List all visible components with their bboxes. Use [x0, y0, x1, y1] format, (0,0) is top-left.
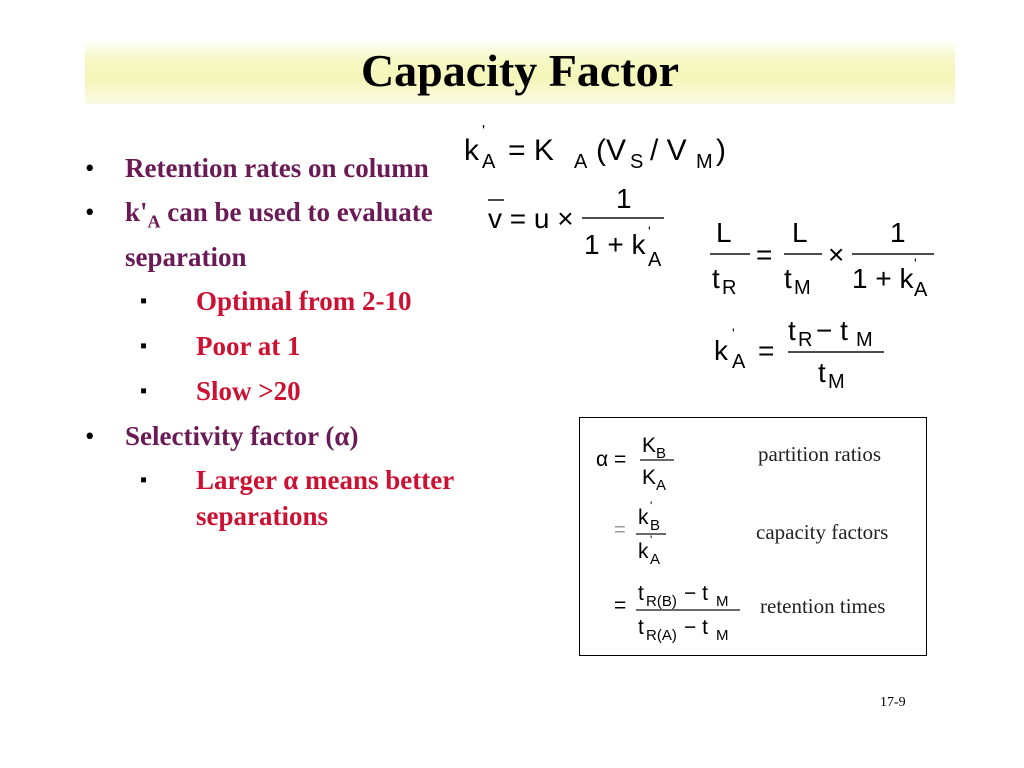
- bullet-text-prefix: k': [125, 197, 148, 227]
- subbullet-optimal: [85, 283, 485, 319]
- svg-text:B: B: [650, 517, 661, 534]
- svg-text:K: K: [642, 434, 657, 457]
- svg-text:M: M: [716, 593, 729, 610]
- svg-text:α =: α =: [596, 448, 627, 471]
- svg-text:R: R: [722, 277, 737, 299]
- subbullet-larger-alpha: [85, 462, 485, 534]
- subbullet-text: Slow >20: [196, 376, 301, 407]
- equation-alpha-retention: [610, 578, 750, 646]
- svg-text:M: M: [716, 627, 729, 644]
- svg-text:A: A: [656, 477, 667, 494]
- svg-text:t: t: [712, 263, 720, 294]
- svg-text:t: t: [788, 315, 796, 346]
- bullet-text-suffix: can be used to evaluate separation: [125, 197, 433, 273]
- bullet-retention-rates: [85, 150, 485, 186]
- svg-text:1 + k: 1 + k: [584, 229, 646, 260]
- label-capacity-factors: capacity factors: [756, 520, 889, 544]
- subbullet-text: Optimal from 2-10: [196, 286, 412, 317]
- svg-text:/ V: / V: [650, 134, 687, 167]
- bullet-k-prime: [85, 194, 485, 275]
- svg-text:A: A: [482, 151, 496, 172]
- square-bullet-icon: ▪: [140, 380, 148, 403]
- slide-title: Capacity Factor: [360, 45, 680, 96]
- svg-text:t: t: [818, 357, 826, 388]
- svg-text:B: B: [656, 445, 667, 462]
- svg-text:M: M: [828, 371, 845, 392]
- svg-text:L: L: [792, 217, 808, 248]
- svg-text:A: A: [914, 279, 928, 301]
- subbullet-poor: [85, 328, 485, 364]
- bullet-dot-icon: •: [85, 153, 95, 183]
- equation-k-prime-retention: [712, 312, 902, 392]
- bullet-selectivity: [85, 418, 485, 454]
- svg-text:t: t: [638, 616, 644, 639]
- svg-text:1: 1: [616, 183, 632, 214]
- svg-text:= K: = K: [508, 134, 554, 167]
- svg-text:M: M: [794, 277, 811, 299]
- svg-text:R(B): R(B): [646, 593, 677, 610]
- svg-text:K: K: [642, 466, 657, 489]
- svg-text:M: M: [856, 329, 873, 351]
- bullet-list: [85, 150, 485, 543]
- svg-text:R(A): R(A): [646, 627, 677, 644]
- svg-text:A: A: [574, 151, 588, 172]
- square-bullet-icon: ▪: [140, 290, 148, 313]
- equation-alpha-partition: [594, 430, 704, 494]
- selectivity-equations-box: [579, 417, 927, 656]
- subbullet-slow: [85, 373, 485, 409]
- svg-text:=: =: [614, 594, 627, 617]
- svg-text:1 + k: 1 + k: [852, 263, 914, 294]
- svg-text:=: =: [756, 239, 773, 270]
- svg-text:− t: − t: [684, 582, 708, 605]
- svg-text:1: 1: [890, 217, 906, 248]
- svg-text:A: A: [732, 351, 746, 373]
- svg-text:k: k: [714, 335, 728, 366]
- svg-text:t: t: [784, 263, 792, 294]
- svg-text:S: S: [630, 151, 644, 172]
- svg-text:=: =: [758, 335, 775, 366]
- svg-text:t: t: [638, 582, 644, 605]
- svg-text:M: M: [696, 151, 713, 172]
- svg-text:': ': [648, 223, 651, 239]
- page-number: 17-9: [880, 695, 906, 710]
- bullet-text: Selectivity factor (α): [125, 421, 359, 452]
- label-partition-ratios: partition ratios: [758, 442, 882, 466]
- svg-text:A: A: [650, 551, 661, 568]
- svg-text:': ': [732, 325, 735, 341]
- svg-text:': ': [650, 533, 653, 547]
- bullet-dot-icon: •: [85, 421, 95, 452]
- equation-alpha-capacity: [610, 500, 710, 568]
- label-retention-times: retention times: [760, 594, 886, 618]
- equation-velocity: [484, 178, 674, 270]
- svg-text:k: k: [638, 540, 649, 563]
- bullet-dot-icon: •: [85, 197, 95, 227]
- svg-text:k: k: [638, 506, 649, 529]
- subbullet-text: Poor at 1: [196, 331, 301, 362]
- svg-text:− t: − t: [684, 616, 708, 639]
- bullet-text: Retention rates on column: [125, 153, 429, 183]
- title-bar: [85, 40, 955, 104]
- svg-text:×: ×: [828, 239, 845, 270]
- svg-text:v = u ×: v = u ×: [488, 203, 574, 234]
- svg-text:': ': [914, 255, 917, 271]
- equation-k-prime-definition: [462, 122, 752, 172]
- svg-text:': ': [482, 123, 486, 140]
- svg-text:': ': [650, 500, 653, 513]
- square-bullet-icon: ▪: [140, 335, 148, 358]
- svg-text:k: k: [464, 134, 479, 167]
- svg-text:R: R: [798, 329, 813, 351]
- svg-text:L: L: [716, 217, 732, 248]
- svg-text:A: A: [648, 249, 662, 270]
- svg-text:(V: (V: [596, 134, 626, 167]
- subbullet-text: Larger α means better separations: [196, 465, 454, 532]
- equation-length-ratio: [708, 212, 948, 302]
- svg-text:=: =: [614, 519, 626, 541]
- svg-text:− t: − t: [816, 315, 848, 346]
- svg-text:): ): [716, 134, 726, 167]
- square-bullet-icon: ▪: [140, 469, 148, 492]
- bullet-text-subscript: A: [147, 211, 161, 232]
